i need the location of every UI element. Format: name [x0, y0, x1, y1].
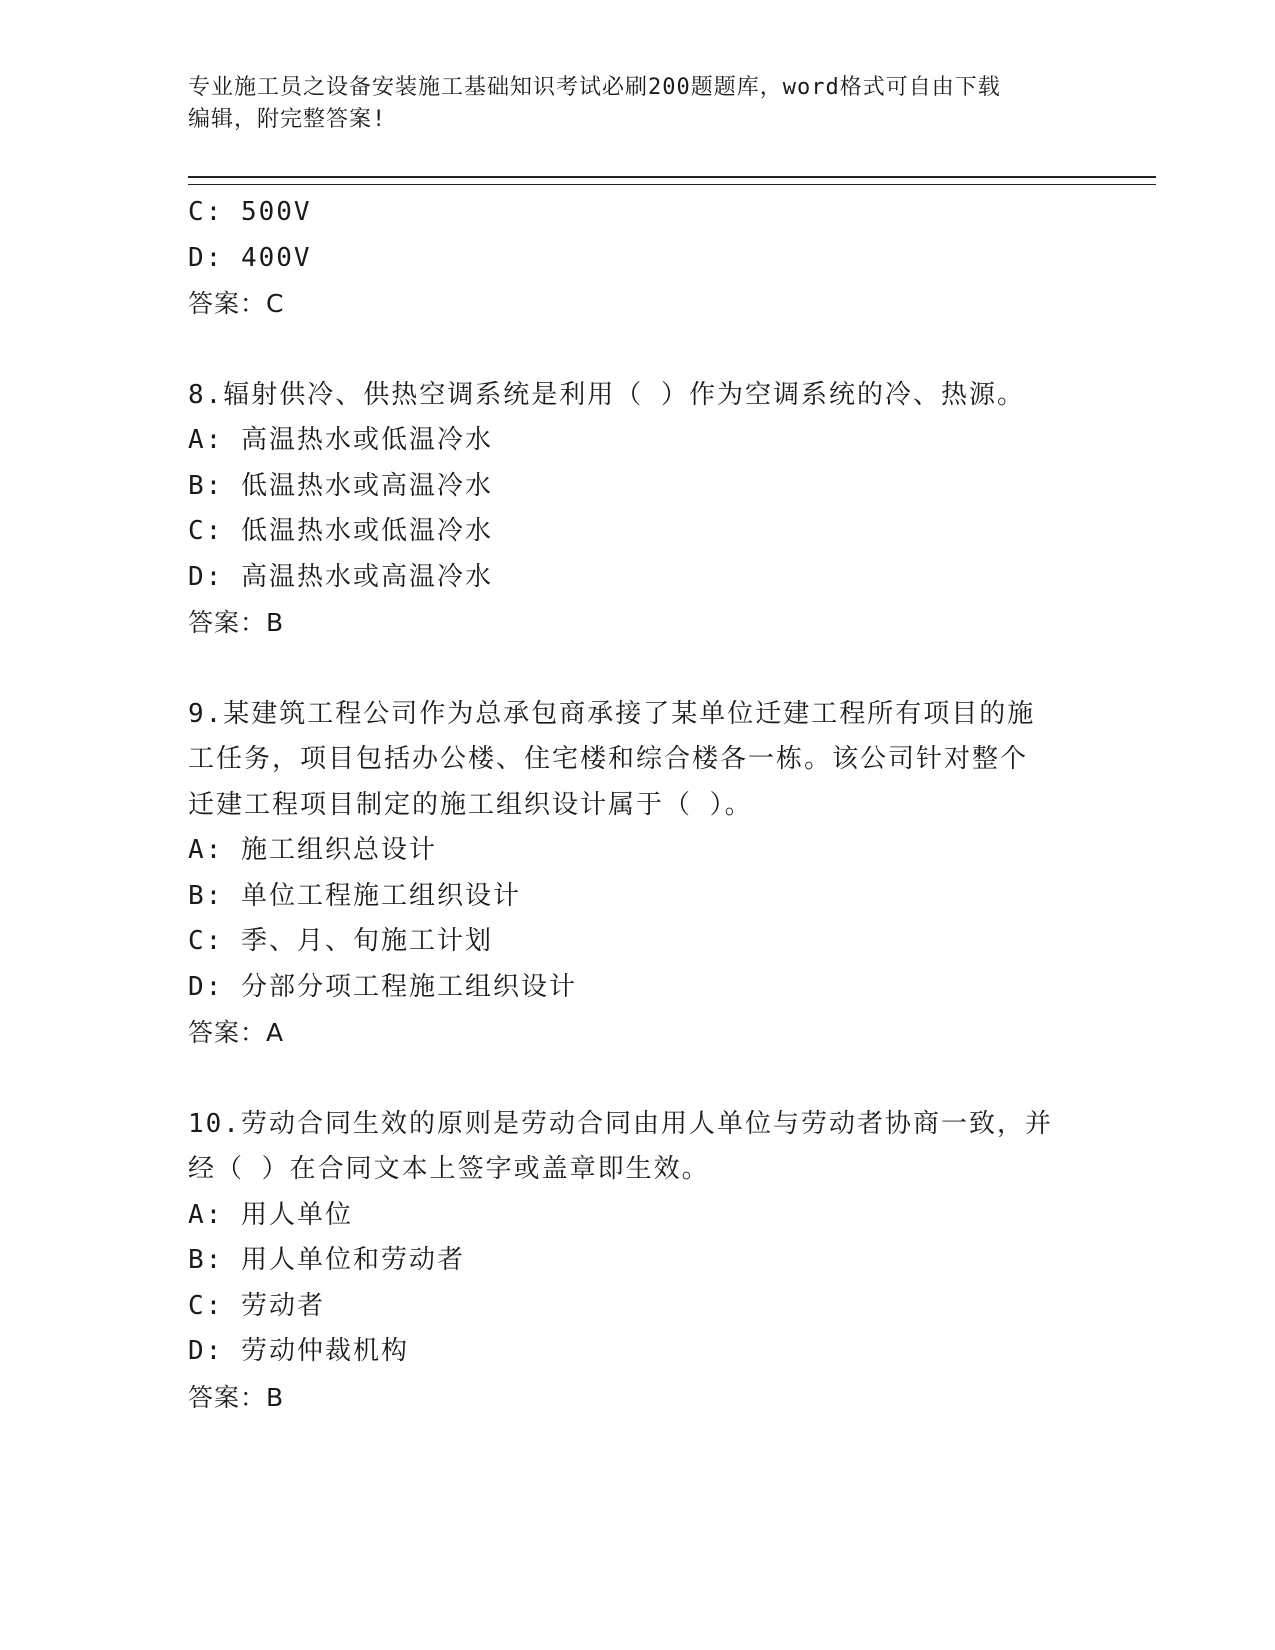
question-stem: 10.劳动合同生效的原则是劳动合同由用人单位与劳动者协商一致，并	[188, 1108, 1053, 1139]
option-a: A: 施工组织总设计	[188, 835, 437, 865]
header-divider	[188, 176, 1156, 185]
question-9	[188, 692, 1088, 1056]
page-header	[188, 72, 1088, 136]
question-stem: 迁建工程项目制定的施工组织设计属于（ ）。	[188, 789, 753, 820]
option-d: D: 400V	[188, 242, 312, 273]
option-b: B: 低温热水或高温冷水	[188, 470, 493, 501]
answer-line: 答案：C	[188, 289, 285, 318]
question-10	[188, 1102, 1088, 1421]
option-c: C: 劳动者	[188, 1290, 325, 1321]
header-title-line-2: 编辑，附完整答案!	[188, 107, 387, 132]
question-8	[188, 373, 1088, 646]
option-b: B: 用人单位和劳动者	[188, 1245, 465, 1275]
option-c: C: 500V	[188, 197, 312, 227]
option-b: B: 单位工程施工组织设计	[188, 880, 521, 911]
option-c: C: 低温热水或低温冷水	[188, 516, 493, 546]
question-stem: 经（ ）在合同文本上签字或盖章即生效。	[188, 1154, 710, 1184]
question-stem: 8.辐射供冷、供热空调系统是利用（ ）作为空调系统的冷、热源。	[188, 379, 1025, 410]
question-list	[188, 190, 1088, 1420]
question-stem: 工任务，项目包括办公楼、住宅楼和综合楼各一栋。该公司针对整个	[188, 744, 1029, 774]
option-a: A: 高温热水或低温冷水	[188, 425, 493, 455]
answer-line: 答案：B	[188, 1382, 285, 1412]
option-d: D: 高温热水或高温冷水	[188, 561, 493, 592]
question-stem: 9.某建筑工程公司作为总承包商承接了某单位迁建工程所有项目的施	[188, 698, 1036, 729]
option-d: D: 劳动仲裁机构	[188, 1336, 409, 1366]
previous-question	[188, 190, 1088, 327]
option-d: D: 分部分项工程施工组织设计	[188, 971, 577, 1002]
answer-line: 答案：B	[188, 608, 285, 637]
answer-line: 答案：A	[188, 1018, 285, 1047]
option-a: A: 用人单位	[188, 1199, 353, 1230]
option-c: C: 季、月、旬施工计划	[188, 926, 493, 956]
header-title-line-1: 专业施工员之设备安装施工基础知识考试必刷200题题库，word格式可自由下载	[188, 75, 1001, 100]
